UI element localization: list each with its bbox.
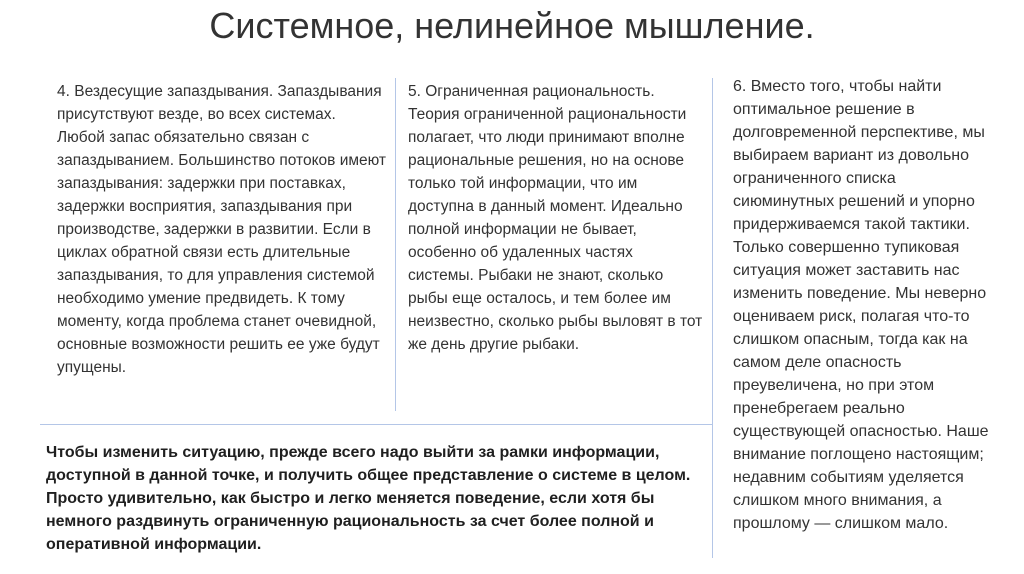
slide-title: Системное, нелинейное мышление. [209,5,815,46]
summary-text: Чтобы изменить ситуацию, прежде всего надо выйти за рамки информации, доступной в данной точке, и получить общее представление о системе в целом. Просто удивительно, как быстро и легко меняется поведение, если хотя бы немного раздвинуть ограниченную рациональность за счет более полной и оперативной информации. [46,444,691,553]
text-column-short-term-choices: 6. Вместо того, чтобы найти оптимальное решение в долговременной перспективе, мы выбираем вариант из довольно ограниченного списка сиюминутных решений и упорно придерживаемся такой тактики. Только совершенно тупиковая ситуация может заставить нас изменить поведение. Мы неверно оцениваем риск, полагая что-то слишком опасным, тогда как на самом деле опасность преувеличена, но при этом пренебрегаем реально существующей опасностью. Наше внимание поглощено настоящим; недавним событиям уделяется слишком много внимания, а прошлому — слишком мало. [733,78,989,532]
divider-vertical-2 [712,78,713,558]
text-column-bounded-rationality: 5. Ограниченная рациональность. Теория ограниченной рациональности полагает, что люди принимают вполне рациональные решения, но на основе только той информации, что им доступна в данный момент. Идеально полной информации не бывает, особенно об удаленных частях системы. Рыбаки не знают, сколько рыбы еще осталось, и тем более им неизвестно, сколько рыбы выловят в тот же день другие рыбаки. [408,83,703,353]
divider-horizontal [40,424,712,425]
text-column-delays: 4. Вездесущие запаздывания. Запаздывания присутствуют везде, во всех системах. Любой запас обязательно связан с запаздыванием. Большинство потоков имеют запаздывания: задержки при поставках, задержки восприятия, запаздывания при производстве, задержки в развитии. Если в циклах обратной связи есть длительные запаздывания, то для управления системой необходимо умение предвидеть. К тому моменту, когда проблема станет очевидной, основные возможности решить ее уже будут упущены. [57,83,387,376]
divider-vertical-1 [395,78,396,411]
